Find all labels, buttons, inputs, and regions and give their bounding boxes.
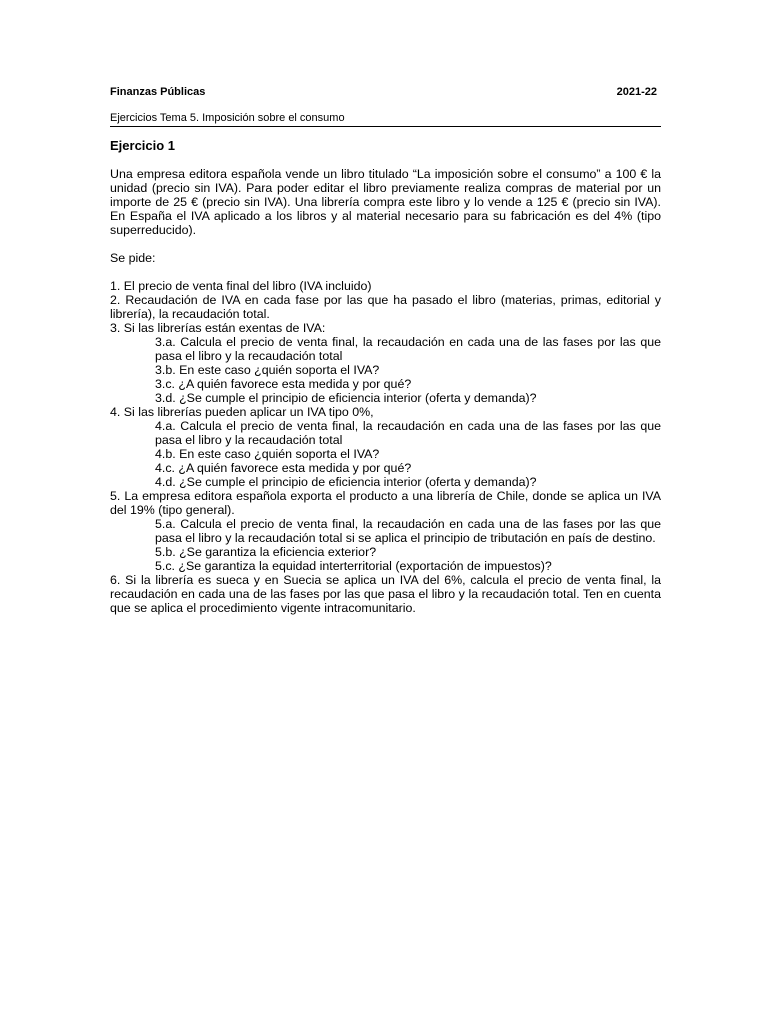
course-title: Finanzas Públicas [110, 86, 206, 98]
question-item: 2. Recaudación de IVA en cada fase por las que ha pasado el libro (materias, primas, editorial y librería), la recaudación total. [110, 293, 661, 321]
question-item: 1. El precio de venta final del libro (IVA incluido) [110, 279, 372, 293]
sub-question: 4.a. Calcula el precio de venta final, la recaudación en cada una de las fases por las que pasa el libro y la recaudación total [155, 419, 661, 447]
sub-question: 3.b. En este caso ¿quién soporta el IVA? [155, 363, 380, 377]
sub-question: 3.c. ¿A quién favorece esta medida y por qué? [155, 377, 412, 391]
sub-question: 5.a. Calcula el precio de venta final, la recaudación en cada una de las fases por las que pasa el libro y la recaudación total si se aplica el principio de tributación en país de destino. [155, 517, 661, 545]
sub-question: 5.b. ¿Se garantiza la eficiencia exterior? [155, 545, 377, 559]
ask-label: Se pide: [110, 251, 156, 265]
question-item: 4. Si las librerías pueden aplicar un IVA tipo 0%, [110, 405, 374, 419]
exercise-title: Ejercicio 1 [110, 138, 176, 153]
exercise-statement: Una empresa editora española vende un libro titulado “La imposición sobre el consumo” a 100 € la unidad (precio sin IVA). Para poder editar el libro previamente realiza compras de material por un importe de 25 € (precio sin IVA). Una librería compra este libro y lo vende a 125 € (precio sin IVA). En España el IVA aplicado a los libros y al material necesario para su fabricación es del 4% (tipo superreducido). [110, 167, 661, 237]
question-item: 3. Si las librerías están exentas de IVA: [110, 321, 326, 335]
sub-question: 5.c. ¿Se garantiza la equidad interterritorial (exportación de impuestos)? [155, 559, 552, 573]
sub-question: 4.d. ¿Se cumple el principio de eficiencia interior (oferta y demanda)? [155, 475, 537, 489]
document-page [110, 82, 661, 615]
topic-subtitle: Ejercicios Tema 5. Imposición sobre el consumo [110, 111, 661, 127]
question-item: 6. Si la librería es sueca y en Suecia se aplica un IVA del 6%, calcula el precio de venta final, la recaudación en cada una de las fases por las que pasa el libro y la recaudación total. Ten en cuenta que se aplica el procedimiento vigente intracomunitario. [110, 573, 661, 615]
sub-question: 4.b. En este caso ¿quién soporta el IVA? [155, 447, 380, 461]
sub-question: 3.d. ¿Se cumple el principio de eficiencia interior (oferta y demanda)? [155, 391, 537, 405]
question-list [110, 279, 661, 615]
sub-question: 3.a. Calcula el precio de venta final, la recaudación en cada una de las fases por las que pasa el libro y la recaudación total [155, 335, 661, 363]
academic-year: 2021-22 [616, 86, 657, 98]
document-header [110, 82, 661, 102]
sub-question: 4.c. ¿A quién favorece esta medida y por qué? [155, 461, 412, 475]
question-item: 5. La empresa editora española exporta el producto a una librería de Chile, donde se aplica un IVA del 19% (tipo general). [110, 489, 661, 517]
